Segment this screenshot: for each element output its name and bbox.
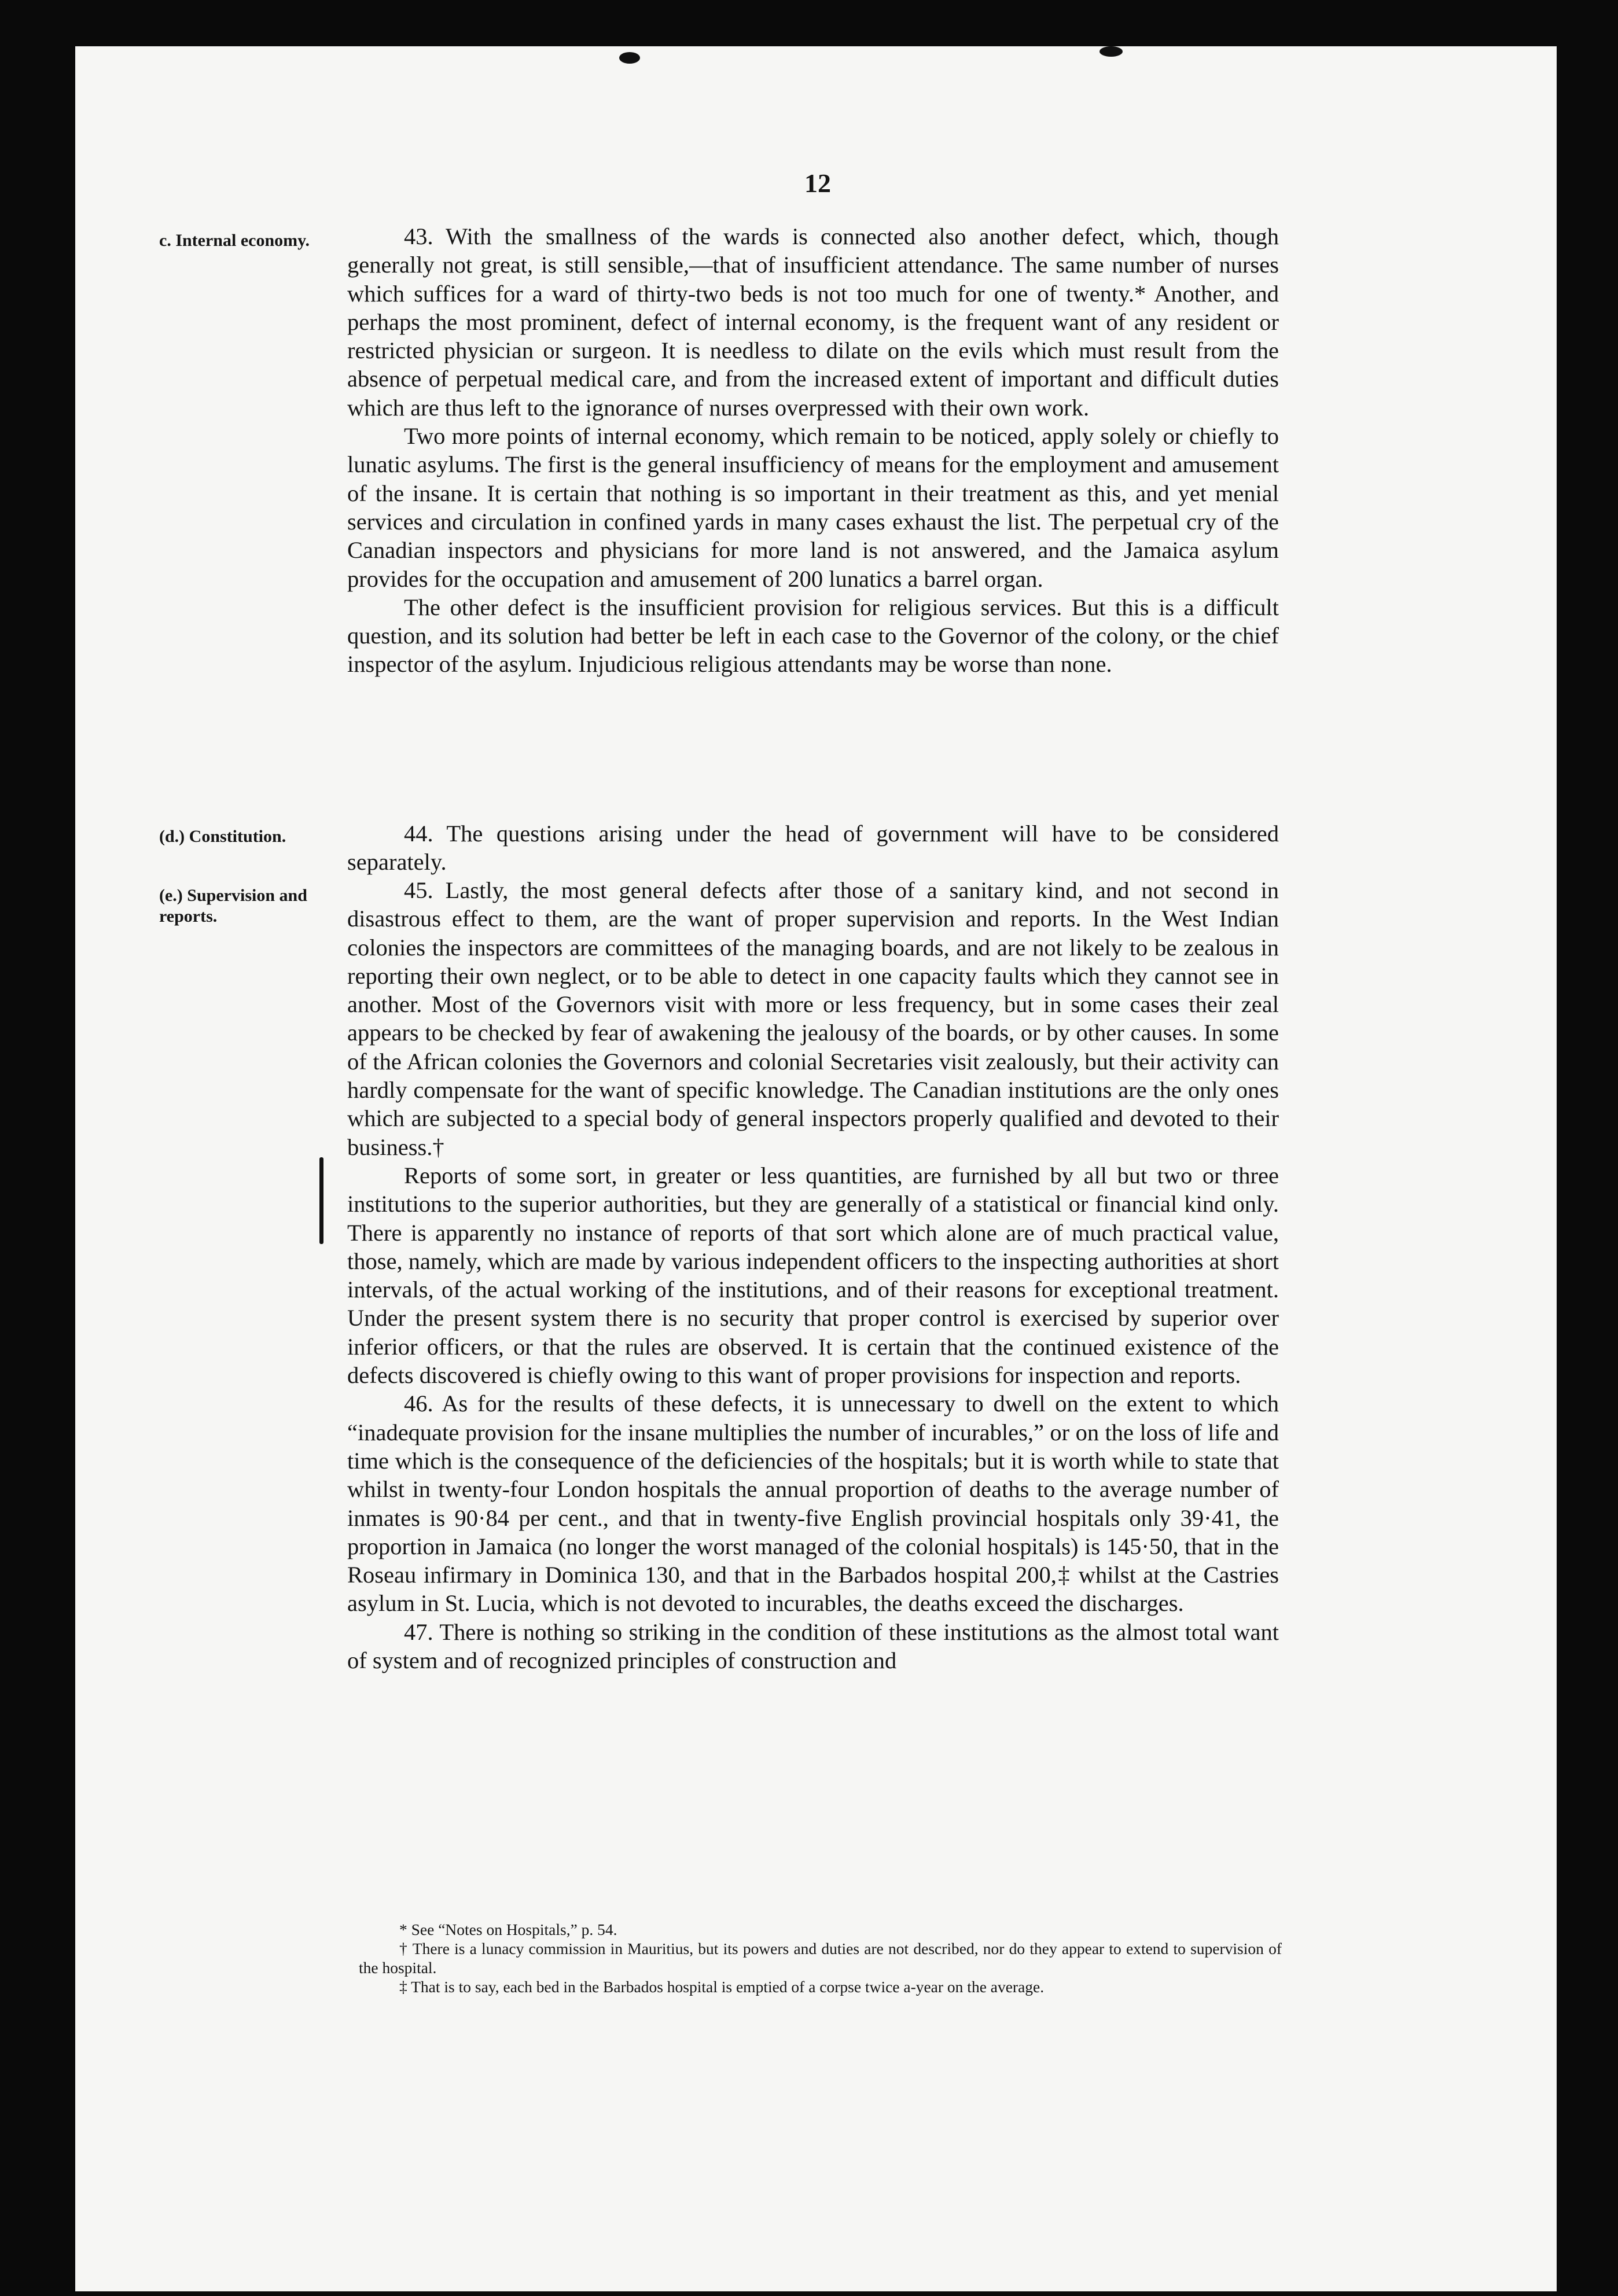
footnote-dagger: † There is a lunacy commission in Mauritius, but its powers and duties are not described, nor do they appear to extend to supervision of the hospital. [359,1940,1282,1977]
paragraph-43: 43. With the smallness of the wards is connected also another defect, which, though generally not great, is still sensible,—that of insufficient attendance. The same number of nurses which suffices for a ward of thirty-two beds is not too much for one of twenty.* Another, and perhaps the most prominent, defect of internal economy, is the frequent want of any resident or restricted physician or surgeon. It is needless to dilate on the evils which must result from the absence of perpetual medical care, and from the increased extent of important and difficult duties which are thus left to the ignorance of nurses overpressed with their own work. [347,223,1279,421]
page-number: 12 [804,168,831,198]
footnote-double-dagger: ‡ That is to say, each bed in the Barbados hospital is emptied of a corpse twice a-year on the average. [399,1978,1045,1996]
paragraph-43-lunatic-asylums: Two more points of internal economy, which remain to be noticed, apply solely or chiefly to lunatic asylums. The first is the general insufficiency of means for the employment and amusement of the insane. It is certain that nothing is so important in their treatment as this, and yet menial services and circulation in confined yards in many cases exhaust the list. The perpetual cry of the Canadian inspectors and physicians for more land is not answered, and the Jamaica asylum provides for the occupation and amusement of 200 lunatics a barrel organ. [347,423,1279,592]
ink-mark [1099,46,1123,57]
paragraph-47: 47. There is nothing so striking in the condition of these institutions as the almost total want of system and of recognized principles of construction and [347,1618,1279,1674]
paragraph-45: 45. Lastly, the most general defects after those of a sanitary kind, and not second in disastrous effect to them, are the want of proper supervision and reports. In the West Indian colonies the inspectors are committees of the managing boards, and are not likely to be zealous in reporting their own neglect, or to be able to detect in one capacity faults which they cannot see in another. Most of the Governors visit with more or less frequency, but in some cases their zeal appears to be checked by fear of awakening the jealousy of the boards, or by other causes. In some of the African colonies the Governors and colonial Secretaries visit zealously, but their activity can hardly compensate for the want of specific knowledge. The Canadian institutions are the only ones which are subjected to a special body of general inspectors properly qualified and devoted to their business.† [347,877,1279,1160]
margin-note-constitution: (d.) Constitution. [159,827,286,846]
paragraph-43-religious-services: The other defect is the insufficient provision for religious services. But this is a difficult question, and its solution had better be left in each case to the Governor of the colony, or the chief inspector of the asylum. Injudicious religious attendants may be worse than none. [347,594,1279,678]
margin-note-supervision: (e.) Supervision and reports. [159,886,307,926]
body-section-supervision [347,876,1279,1675]
paragraph-44: 44. The questions arising under the head of government will have to be considered separately. [347,820,1279,875]
paragraph-46: 46. As for the results of these defects, it is unnecessary to dwell on the extent to which “inadequate provision for the insane multiplies the number of incurables,” or on the loss of life and time which is the consequence of the deficiencies of the hospitals; but it is worth while to state that whilst in twenty-four London hospitals the annual proportion of deaths to the average number of inmates is 90·84 per cent., and that in twenty-five English provincial hospitals only 39·41, the proportion in Jamaica (no longer the worst managed of the colonial hospitals) is 145·50, that in the Roseau infirmary in Dominica 130, and that in the Barbados hospital 200,‡ whilst at the Castries asylum in St. Lucia, which is not devoted to incurables, the deaths exceed the discharges. [347,1390,1279,1617]
body-section-internal-economy [347,222,1279,679]
margin-bracket-mark [319,1157,323,1244]
body-section-constitution [347,819,1279,877]
ink-mark [619,52,640,64]
footnote-asterisk: * See “Notes on Hospitals,” p. 54. [399,1920,617,1938]
footnotes [359,1920,1282,1996]
margin-note-internal-economy: c. Internal economy. [159,231,310,250]
paragraph-45-reports: Reports of some sort, in greater or less quantities, are furnished by all but two or three institutions to the superior authorities, but they are generally of a statistical or financial kind only. There is apparently no instance of reports of that sort which alone are of much practical value, those, namely, which are made by various independent officers to the inspecting authorities at short intervals, of the actual working of the institutions, and of their reasons for exceptional treatment. Under the present system there is no security that proper control is exercised by superior over inferior officers, or that the rules are observed. It is certain that the continued existence of the defects discovered is chiefly owing to this want of proper provisions for inspection and reports. [347,1162,1279,1389]
